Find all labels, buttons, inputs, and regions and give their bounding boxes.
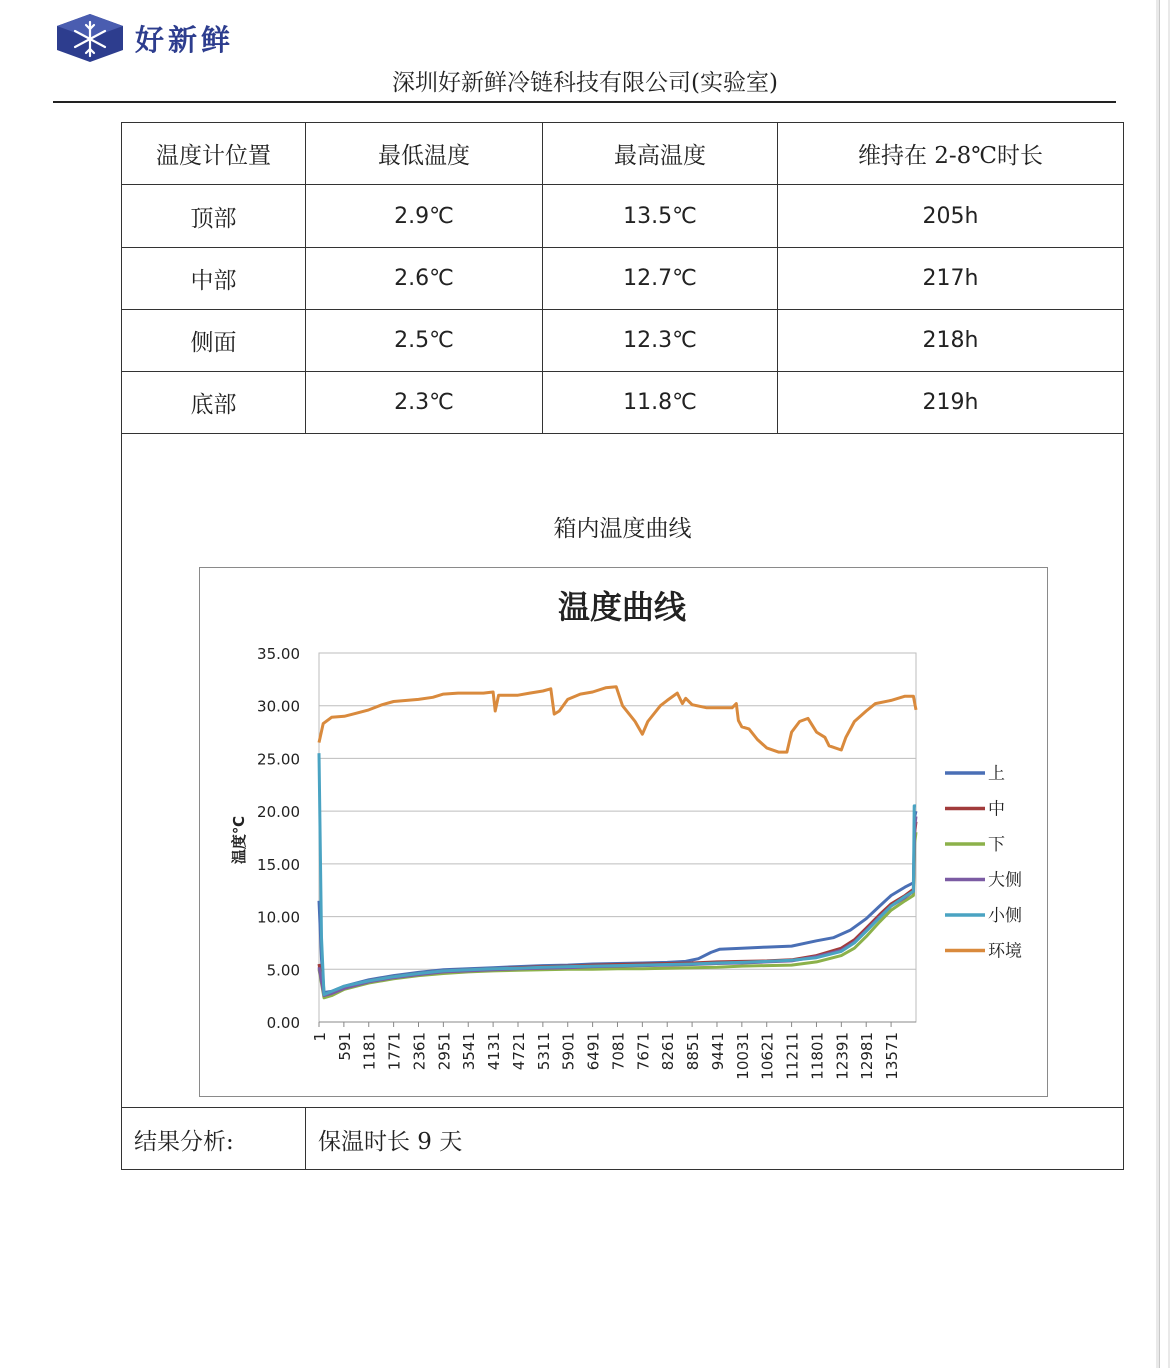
snowflake-box-logo-icon: [55, 12, 125, 64]
duration-cell: 205h: [922, 203, 979, 229]
x-tick-label: 591: [335, 1032, 354, 1061]
result-label: 结果分析:: [122, 1108, 306, 1170]
min-temp-cell: 2.9℃: [306, 185, 543, 247]
y-tick-label: 10.00: [257, 908, 300, 927]
header-cell-duration: 维持在 2-8℃时长: [857, 143, 1044, 169]
duration-cell: 218h: [922, 328, 979, 353]
y-tick-label: 20.00: [257, 803, 300, 822]
max-temp-cell: 13.5℃: [543, 185, 778, 247]
x-tick-label: 11211: [783, 1032, 802, 1080]
legend-label: 中: [988, 799, 1005, 820]
legend-label: 下: [988, 835, 1005, 855]
header-cell-min: 最低温度: [306, 123, 543, 184]
x-tick-label: 4131: [485, 1032, 504, 1071]
min-temp-cell: 2.3℃: [306, 372, 543, 433]
page-scroll-gutter: [1156, 0, 1170, 1368]
x-tick-label: 1: [311, 1032, 329, 1042]
table-header-row: [122, 123, 1123, 185]
table-row: [122, 185, 1123, 248]
chart-legend: [945, 764, 1022, 962]
result-row: [122, 1108, 1123, 1170]
company-name: 深圳好新鲜冷链科技有限公司(实验室): [392, 70, 778, 96]
x-tick-label: 13571: [883, 1032, 902, 1080]
x-tick-label: 8261: [659, 1032, 678, 1071]
x-tick-label: 10621: [758, 1032, 777, 1080]
x-tick-label: 7671: [634, 1032, 653, 1071]
x-tick-label: 2951: [435, 1032, 454, 1071]
x-tick-label: 4721: [509, 1032, 528, 1071]
legend-label: 上: [988, 764, 1005, 784]
position-cell: 中部: [122, 248, 306, 309]
x-tick-label: 6491: [584, 1032, 603, 1071]
max-temp-cell: 12.7℃: [543, 248, 778, 309]
x-tick-label: 5901: [559, 1032, 578, 1071]
header-divider: [53, 101, 1116, 103]
duration-cell: 219h: [922, 390, 979, 415]
chart-section-title: 箱内温度曲线: [553, 516, 692, 542]
legend-label: 大侧: [988, 870, 1022, 891]
report-table: [121, 122, 1124, 1170]
y-tick-label: 30.00: [257, 697, 300, 716]
x-tick-label: 12391: [833, 1032, 852, 1080]
temperature-line-chart: [200, 568, 1046, 1095]
chart-title: 温度曲线: [557, 588, 687, 626]
min-temp-cell: 2.5℃: [306, 310, 543, 371]
header-cell-max: 最高温度: [543, 123, 778, 184]
axis-layer: [257, 645, 916, 1080]
header-cell-position: 温度计位置: [122, 123, 306, 184]
result-value: 保温时长 9 天: [318, 1128, 463, 1155]
x-tick-label: 3541: [460, 1032, 479, 1071]
x-tick-label: 8851: [684, 1032, 703, 1071]
x-tick-label: 11801: [808, 1032, 827, 1080]
chart-section: [122, 434, 1123, 1108]
y-tick-label: 5.00: [266, 961, 300, 980]
scroll-thumb[interactable]: [1159, 0, 1168, 1368]
y-tick-label: 25.00: [257, 750, 300, 769]
duration-cell: 217h: [922, 266, 979, 291]
logo-text: 好新鲜: [135, 22, 235, 57]
x-tick-label: 2361: [410, 1032, 429, 1071]
max-temp-cell: 12.3℃: [543, 310, 778, 371]
series-line: [319, 687, 916, 752]
x-tick-label: 10031: [733, 1032, 752, 1080]
y-tick-label: 0.00: [266, 1014, 300, 1032]
position-cell: 侧面: [122, 310, 306, 371]
x-tick-label: 9441: [708, 1032, 727, 1071]
table-row: [122, 310, 1123, 372]
x-tick-label: 1771: [385, 1032, 404, 1071]
table-row: [122, 248, 1123, 310]
min-temp-cell: 2.6℃: [306, 248, 543, 309]
x-tick-label: 12981: [858, 1032, 877, 1080]
x-tick-label: 1181: [360, 1032, 379, 1071]
x-tick-label: 5311: [534, 1032, 553, 1071]
legend-label: 小侧: [988, 906, 1022, 926]
position-cell: 顶部: [122, 185, 306, 247]
y-axis-label: 温度℃: [230, 815, 248, 865]
x-tick-label: 7081: [609, 1032, 628, 1071]
y-tick-label: 35.00: [257, 645, 300, 663]
position-cell: 底部: [122, 372, 306, 433]
company-logo: [55, 12, 234, 64]
legend-label: 环境: [988, 941, 1022, 962]
max-temp-cell: 11.8℃: [543, 372, 778, 433]
y-tick-label: 15.00: [257, 855, 300, 874]
series-layer: [319, 687, 916, 998]
table-row: [122, 372, 1123, 434]
chart-frame: [199, 567, 1048, 1097]
